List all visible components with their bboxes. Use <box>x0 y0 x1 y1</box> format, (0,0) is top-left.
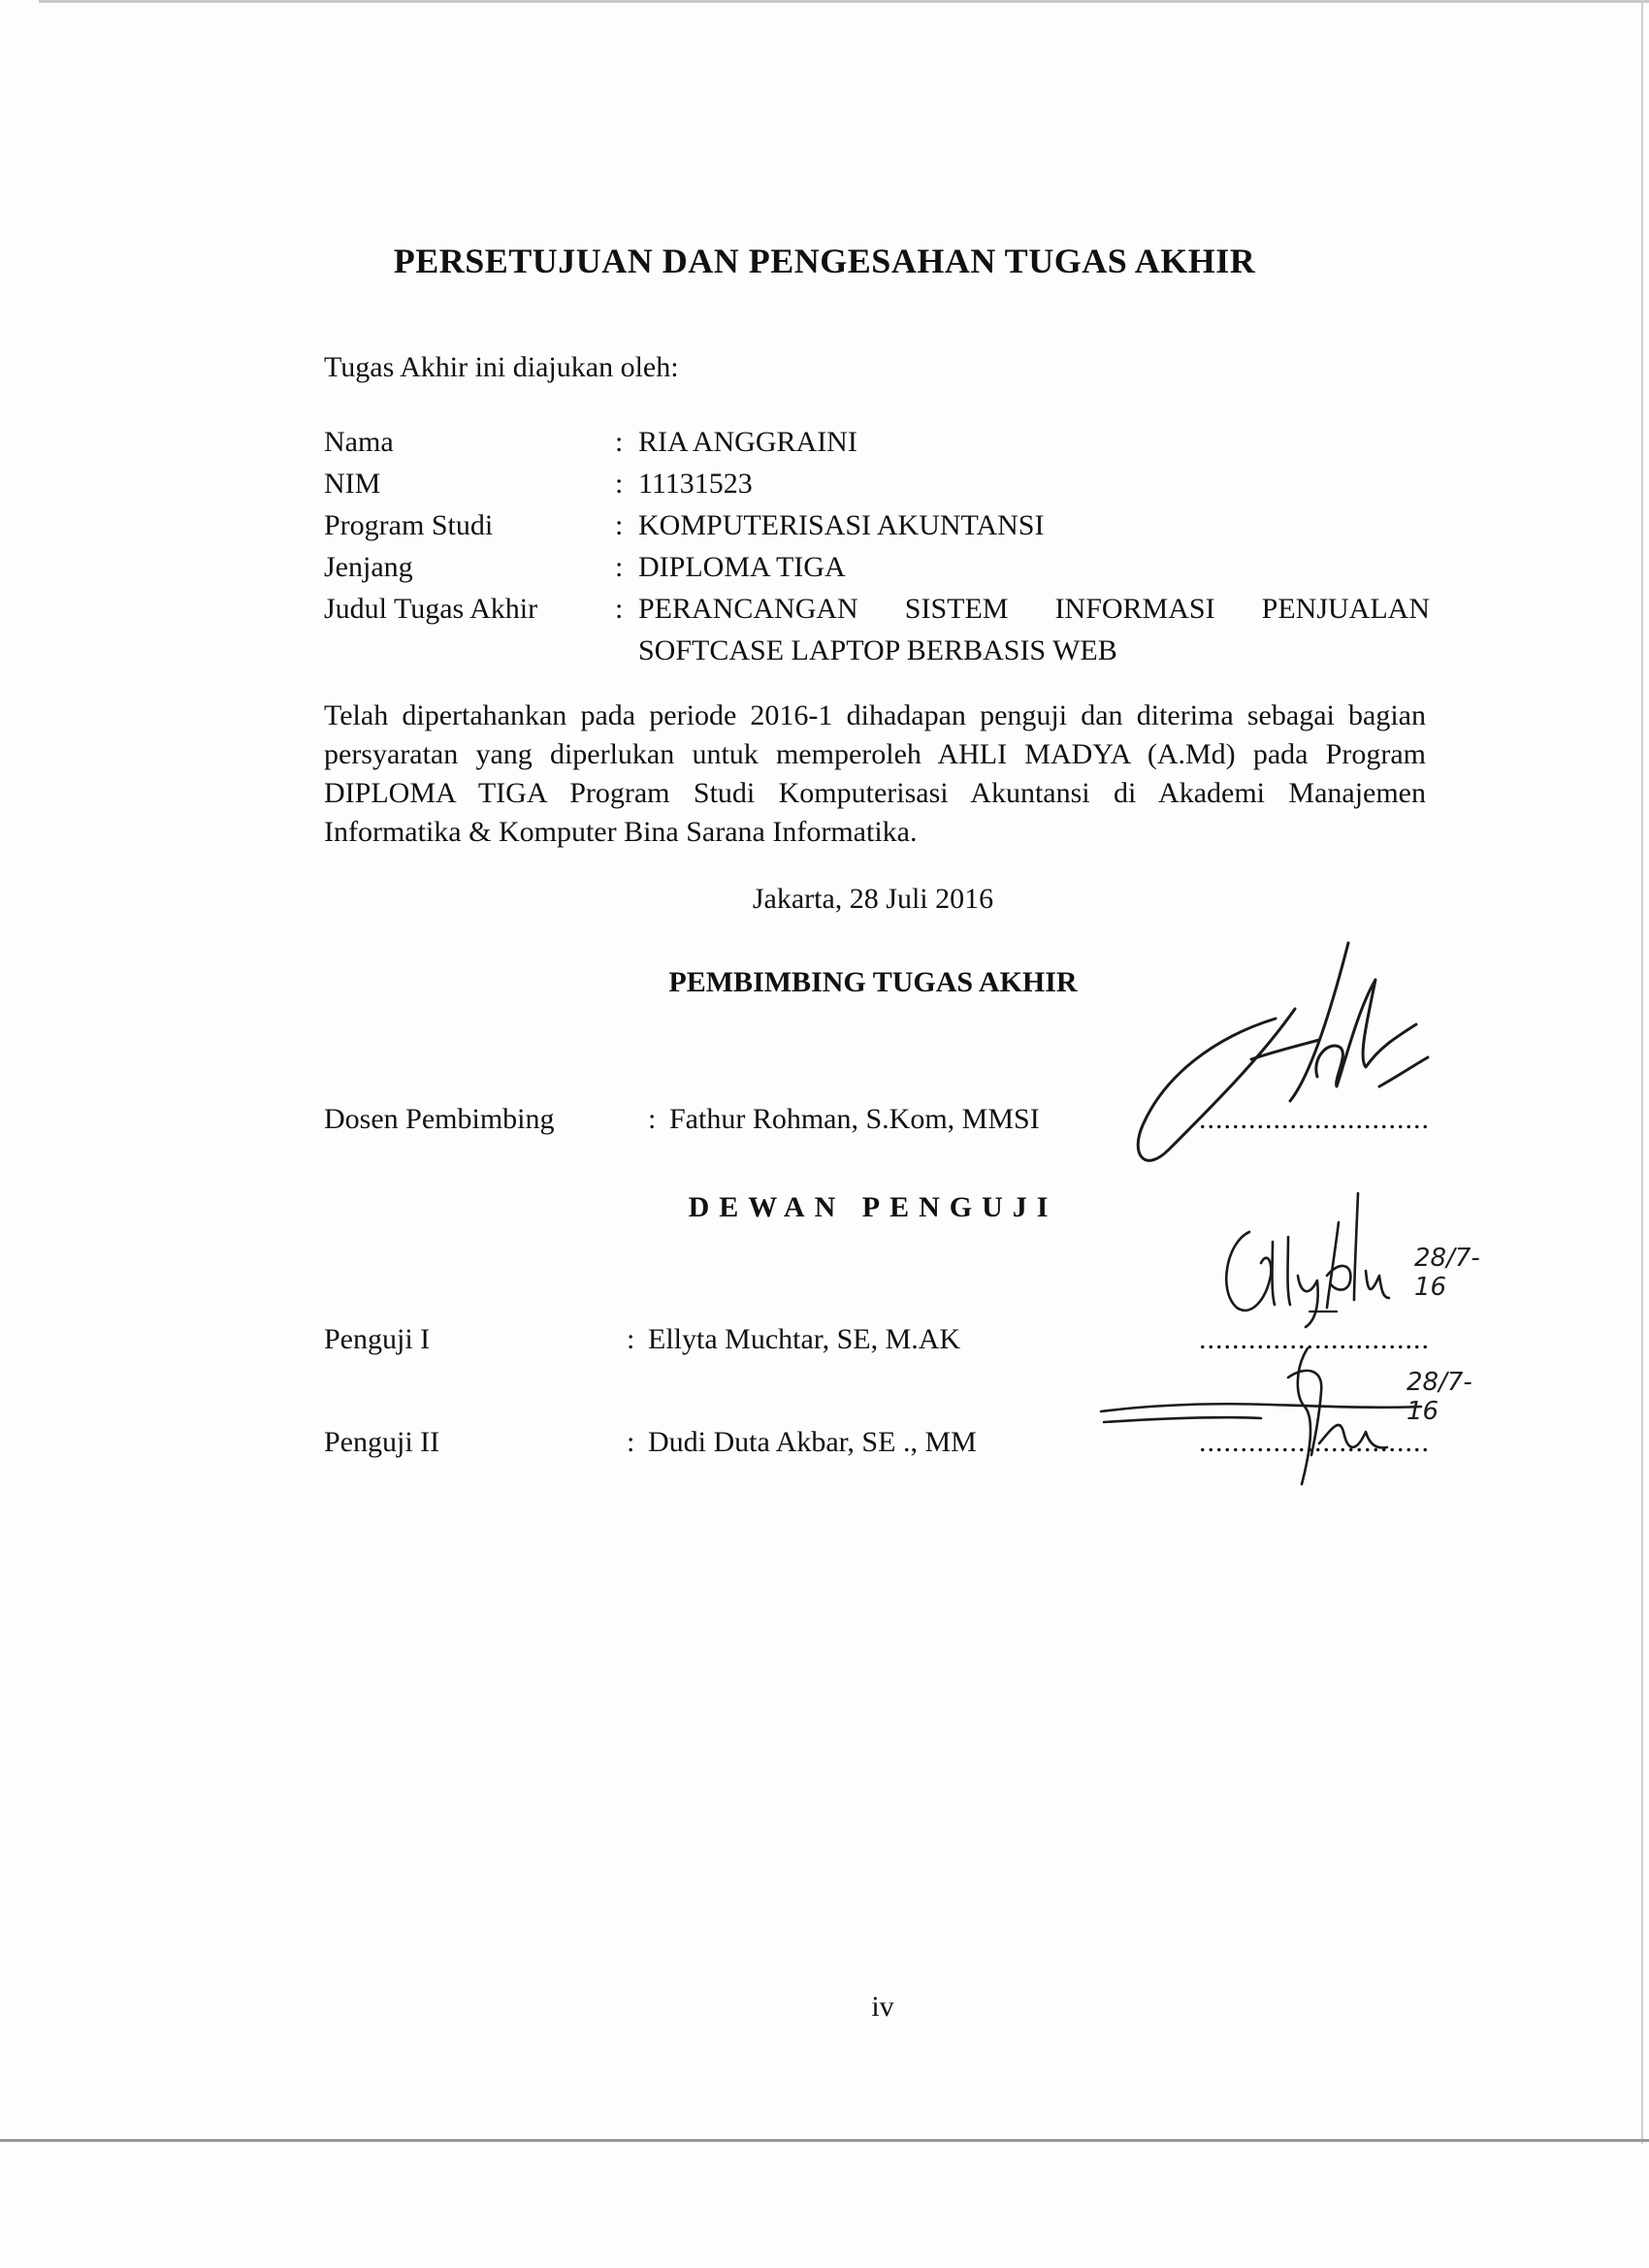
field-value: DIPLOMA TIGA <box>638 551 846 583</box>
intro-text: Tugas Akhir ini diajukan oleh: <box>324 351 679 383</box>
dosen-colon: : <box>648 1103 657 1135</box>
dosen-signature <box>1125 931 1436 1183</box>
field-colon: : <box>615 468 624 500</box>
penguji-name: Ellyta Muchtar, SE, M.AK <box>648 1323 961 1355</box>
scan-edge-top <box>39 0 1649 3</box>
scan-edge-right <box>1641 0 1643 2144</box>
field-label: Jenjang <box>324 551 413 583</box>
field-value: KOMPUTERISASI AKUNTANSI <box>638 509 1045 541</box>
penguji-2-handnote: 28/7-16 <box>1406 1368 1472 1426</box>
field-row-jenjang <box>324 546 1430 588</box>
field-value: PERANCANGAN SISTEM INFORMASI PENJUALAN SOFTCASE LAPTOP BERBASIS WEB <box>638 593 1430 666</box>
field-colon: : <box>615 551 624 583</box>
page-number: iv <box>871 1991 894 2023</box>
penguji-label: Penguji I <box>324 1323 431 1355</box>
field-row-nama <box>324 421 1430 463</box>
scan-edge-bottom <box>0 2139 1649 2142</box>
penguji-colon: : <box>627 1323 635 1355</box>
penguji-1-handnote: 28/7-16 <box>1414 1244 1480 1302</box>
student-fields <box>324 421 1430 671</box>
pembimbing-heading: PEMBIMBING TUGAS AKHIR <box>668 966 1078 998</box>
field-label: Program Studi <box>324 509 494 541</box>
field-label: Judul Tugas Akhir <box>324 593 538 625</box>
penguji-signature-line: ............................ <box>1199 1323 1430 1355</box>
penguji-2-signature <box>1096 1339 1426 1494</box>
field-colon: : <box>615 509 624 541</box>
penguji-colon: : <box>627 1426 635 1458</box>
field-label: Nama <box>324 426 394 458</box>
dosen-signature-line: ............................ <box>1199 1103 1430 1135</box>
field-colon: : <box>615 426 624 458</box>
field-row-nim <box>324 463 1430 504</box>
penguji-name: Dudi Duta Akbar, SE ., MM <box>648 1426 977 1458</box>
penguji-1-signature <box>1212 1183 1406 1329</box>
field-row-judul <box>324 588 1430 671</box>
field-value: 11131523 <box>638 468 753 500</box>
dosen-name: Fathur Rohman, S.Kom, MMSI <box>669 1103 1040 1135</box>
penguji-label: Penguji II <box>324 1426 440 1458</box>
field-value: RIA ANGGRAINI <box>638 426 857 458</box>
field-row-program-studi <box>324 504 1430 546</box>
dewan-heading: DEWAN PENGUJI <box>688 1191 1058 1223</box>
dosen-label: Dosen Pembimbing <box>324 1103 555 1135</box>
page-title: PERSETUJUAN DAN PENGESAHAN TUGAS AKHIR <box>393 242 1256 280</box>
date-line: Jakarta, 28 Juli 2016 <box>752 883 994 915</box>
field-colon: : <box>615 593 624 625</box>
penguji-signature-line: ............................ <box>1199 1426 1430 1458</box>
field-label: NIM <box>324 468 381 500</box>
statement-paragraph: Telah dipertahankan pada periode 2016-1 dihadapan penguji dan diterima sebagai bagian persyaratan yang diperlukan untuk memperoleh AHLI MADYA (A.Md) pada Program DIPLOMA TIGA Program Studi Komputerisasi Akuntansi di Akademi Manajemen Informatika & Komputer Bina Sarana Informatika. <box>324 699 1426 848</box>
